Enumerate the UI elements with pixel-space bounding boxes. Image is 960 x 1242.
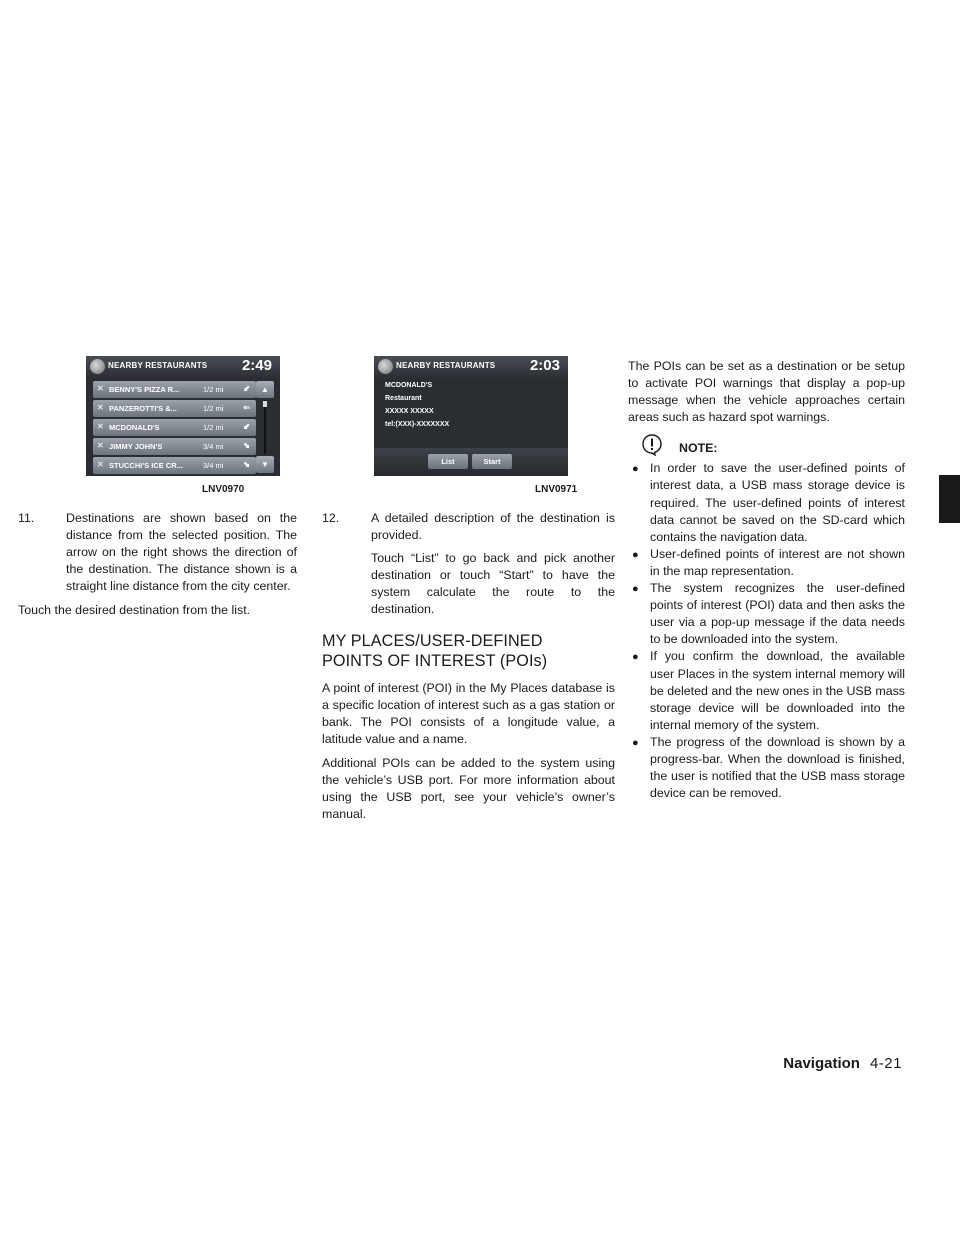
section-name: Navigation (783, 1055, 860, 1072)
bullet-text: The system recognizes the user-defined points of interest (POI) data and then asks the user via a pop-up message if the data needs to be downloaded into the system. (650, 581, 905, 647)
bullet-icon: ● (632, 736, 639, 749)
screen-header (86, 356, 280, 378)
list-button[interactable]: List (428, 454, 468, 469)
scroll-up-button[interactable]: ▲ (256, 381, 274, 398)
screen-clock: 2:03 (529, 357, 560, 374)
restaurant-row[interactable] (93, 419, 256, 436)
section-heading (322, 631, 615, 671)
step-number: 11. (18, 511, 35, 525)
restaurant-distance: 1/2 mi (203, 385, 224, 394)
bullet-text: User-defined points of interest are not shown in the map representation. (650, 546, 905, 578)
globe-icon (90, 359, 105, 374)
bullet-text: If you confirm the download, the available user Places in the system internal memory will be deleted and the new ones in the USB mass storage device will be downloaded into the internal memory of the system. (650, 649, 905, 732)
body-paragraph: The POIs can be set as a destination or be setup to activate POI warnings that display a pop-up message when the vehicle approaches certain areas such as hazard spot warnings. (628, 359, 905, 425)
direction-arrow-icon: ⬊ (243, 460, 250, 469)
restaurant-distance: 1/2 mi (203, 404, 224, 413)
page-footer (783, 1055, 902, 1072)
note-label: NOTE: (679, 441, 718, 456)
restaurant-distance: 3/4 mi (203, 442, 224, 451)
fork-knife-icon: ✕ (97, 441, 104, 450)
step-text: Destinations are shown based on the distance from the selected position. The arrow on the right shows the direction of the destination. The distance shown is a straight line distance from the city center. (66, 511, 297, 594)
bullet-item (628, 460, 905, 545)
exclamation-icon (642, 434, 662, 456)
bullet-item (628, 546, 905, 580)
body-paragraph: Additional POIs can be added to the system using the vehicle’s USB port. For more information about using the USB port, see your vehicle’s owner’s manual. (322, 755, 615, 822)
restaurant-distance: 1/2 mi (203, 423, 224, 432)
direction-arrow-icon: ⬋ (243, 384, 250, 393)
step-12 (322, 510, 615, 544)
detail-address: XXXXX XXXXX (385, 408, 434, 415)
restaurant-name: JIMMY JOHN'S (109, 442, 163, 451)
restaurant-list (93, 381, 256, 476)
scroll-track (264, 400, 266, 454)
step-subtext: Touch “List” to go back and pick another destination or touch “Start” to have the system calculate the route to the destination. (371, 551, 615, 617)
restaurant-row[interactable] (93, 438, 256, 455)
bullet-item (628, 734, 905, 802)
bullet-icon: ● (632, 463, 639, 476)
detail-phone: tel:(XXX)-XXXXXXX (385, 421, 450, 428)
restaurant-row[interactable] (93, 400, 256, 417)
section-heading-line: MY PLACES/USER-DEFINED (322, 631, 543, 650)
direction-arrow-icon: ⬊ (243, 441, 250, 450)
restaurant-name: BENNY'S PIZZA R... (109, 385, 180, 394)
fork-knife-icon: ✕ (97, 422, 104, 431)
start-button[interactable]: Start (472, 454, 512, 469)
fork-knife-icon: ✕ (97, 403, 104, 412)
screen-header (374, 356, 568, 378)
detail-category: Restaurant (385, 395, 422, 402)
body-paragraph: Touch the desired destination from the list. (18, 603, 251, 618)
figure-caption: LNV0971 (535, 484, 578, 495)
bullet-text: The progress of the download is shown by a progress-bar. When the download is finished, the user is notified that the USB mass storage device can be removed. (650, 734, 905, 801)
figure-caption: LNV0970 (202, 484, 245, 495)
bullet-icon: ● (632, 548, 639, 561)
screen-title: NEARBY RESTAURANTS (108, 361, 208, 370)
restaurant-name: STUCCHI'S ICE CR... (109, 461, 183, 470)
restaurant-name: MCDONALD'S (109, 423, 160, 432)
detail-name: MCDONALD'S (385, 382, 433, 389)
list-scrollbar[interactable] (256, 381, 274, 473)
column-3 (628, 358, 905, 802)
restaurant-detail-screenshot (374, 356, 568, 476)
screen-title: NEARBY RESTAURANTS (396, 361, 496, 370)
bullet-icon: ● (632, 583, 639, 596)
section-heading-line: POINTS OF INTEREST (POIs) (322, 651, 548, 670)
bullet-item (628, 580, 905, 648)
restaurant-distance: 3/4 mi (203, 461, 224, 470)
restaurant-name: PANZEROTTI'S &... (109, 404, 177, 413)
globe-icon (378, 359, 393, 374)
column-2 (322, 510, 615, 823)
restaurant-row[interactable] (93, 381, 256, 398)
side-tab-marker (939, 475, 960, 523)
step-text: A detailed description of the destination is provided. (371, 511, 615, 543)
direction-arrow-icon: ⇐ (243, 403, 250, 412)
fork-knife-icon: ✕ (97, 384, 104, 393)
restaurant-row[interactable] (93, 457, 256, 474)
screen-button-bar (374, 448, 568, 476)
nearby-restaurants-list-screenshot (86, 356, 280, 476)
direction-arrow-icon: ⬋ (243, 422, 250, 431)
step-11 (18, 510, 297, 595)
scroll-thumb[interactable] (263, 401, 267, 407)
bullet-icon: ● (632, 651, 639, 664)
page-number: 4-21 (869, 1055, 902, 1072)
screen-clock: 2:49 (241, 357, 272, 374)
step-number: 12. (322, 511, 340, 525)
note-header (628, 434, 905, 460)
fork-knife-icon: ✕ (97, 460, 104, 469)
scroll-down-button[interactable]: ▼ (256, 456, 274, 473)
bullet-text: In order to save the user-defined points of interest data, a USB mass storage device is required. The user-defined points of interest data cannot be saved on the SD-card which contains the navigation data. (650, 461, 905, 544)
column-1 (18, 510, 297, 620)
body-paragraph: A point of interest (POI) in the My Places database is a specific location of interest such as a gas station or bank. The POI consists of a longitude value, a latitude value and a name. (322, 680, 615, 746)
bullet-item (628, 648, 905, 733)
